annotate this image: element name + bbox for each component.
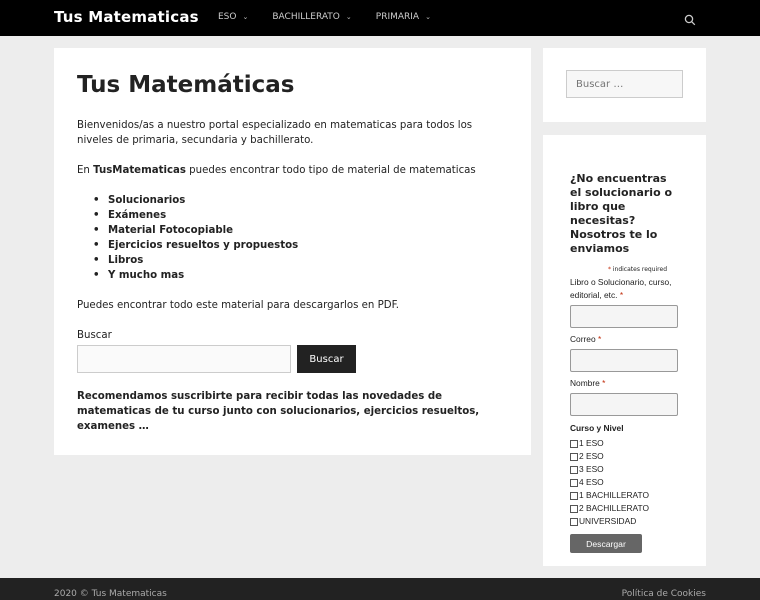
list-item: • Material Fotocopiable: [91, 223, 508, 238]
main-content: [54, 48, 531, 455]
feature-list: [91, 193, 508, 283]
curso-title: Curso y Nivel: [570, 423, 624, 433]
top-navigation-bar: [0, 0, 760, 36]
list-item: • Exámenes: [91, 208, 508, 223]
checkbox[interactable]: [570, 466, 578, 474]
search-input[interactable]: [77, 345, 291, 373]
footer: [0, 578, 760, 600]
footer-copyright: 2020 © Tus Matematicas: [54, 589, 167, 599]
tus-line: [77, 163, 508, 178]
checkbox-label: 1 BACHILLERATO: [579, 490, 649, 500]
tus-brand: TusMatematicas: [93, 165, 186, 176]
checkbox[interactable]: [570, 440, 578, 448]
required-star: *: [619, 290, 624, 300]
tus-suffix: puedes encontrar todo tipo de material de matematicas: [189, 165, 476, 176]
page-title: Tus Matemáticas: [77, 72, 295, 98]
nav-item-label: PRIMARIA: [375, 12, 420, 22]
site-title[interactable]: Tus Matematicas: [54, 8, 199, 26]
cookies-link[interactable]: Política de Cookies: [621, 589, 706, 599]
required-note-text: indicates required: [612, 266, 667, 273]
checkbox-label: UNIVERSIDAD: [579, 516, 637, 526]
checkbox-2-bachillerato[interactable]: [570, 502, 679, 515]
pdf-text: Puedes encontrar todo este material para descargarlos en PDF.: [77, 300, 400, 311]
sidebar-search-input[interactable]: [566, 70, 683, 98]
checkbox-label: 2 ESO: [579, 451, 604, 461]
nombre-field-label: [570, 377, 679, 390]
search-form: [77, 345, 508, 373]
nav-item-eso[interactable]: [218, 12, 248, 22]
correo-label-text: Correo: [570, 334, 596, 344]
recommend-text: Recomendamos suscribirte para recibir todas las novedades de matematicas de tu curso junto con solucionarios, ejercicios resueltos, examenes …: [77, 391, 480, 432]
required-star: *: [602, 378, 606, 388]
checkbox-1-bachillerato[interactable]: [570, 489, 679, 502]
required-star: *: [607, 266, 611, 273]
required-star: *: [597, 334, 602, 344]
nav-item-bachillerato[interactable]: [272, 12, 351, 22]
search-icon[interactable]: [684, 11, 696, 23]
checkbox-label: 1 ESO: [579, 438, 604, 448]
chevron-down-icon: ⌄: [345, 13, 352, 21]
checkbox[interactable]: [570, 505, 578, 513]
required-note: [570, 266, 667, 273]
search-label: Buscar: [77, 330, 112, 341]
nav-item-label: BACHILLERATO: [272, 12, 340, 22]
subscribe-title: ¿No encuentras el solucionario o libro que necesitas? Nosotros te lo enviamos: [570, 172, 673, 255]
checkbox-label: 4 ESO: [579, 477, 604, 487]
checkbox-1-eso[interactable]: [570, 437, 679, 450]
tus-prefix: En: [77, 165, 90, 176]
libro-input[interactable]: [570, 305, 678, 328]
list-item: • Solucionarios: [91, 193, 508, 208]
checkbox-3-eso[interactable]: [570, 463, 679, 476]
sidebar-search-widget: [543, 48, 706, 122]
nombre-input[interactable]: [570, 393, 678, 416]
nombre-label-text: Nombre: [570, 378, 600, 388]
checkbox[interactable]: [570, 518, 578, 526]
libro-label-text: Libro o Solucionario, curso, editorial, etc.: [570, 277, 672, 300]
list-item: • Y mucho mas: [91, 268, 508, 283]
nav-item-label: ESO: [218, 12, 237, 22]
chevron-down-icon: ⌄: [242, 13, 249, 21]
list-item: • Libros: [91, 253, 508, 268]
list-item: • Ejercicios resueltos y propuestos: [91, 238, 508, 253]
checkbox-universidad[interactable]: [570, 515, 679, 528]
main-nav: [218, 12, 455, 22]
chevron-down-icon: ⌄: [425, 13, 431, 21]
nav-item-primaria[interactable]: [376, 12, 431, 22]
checkbox[interactable]: [570, 479, 578, 487]
checkbox-2-eso[interactable]: [570, 450, 679, 463]
checkbox[interactable]: [570, 492, 578, 500]
libro-field-label: [570, 276, 679, 302]
checkbox-label: 3 ESO: [579, 464, 604, 474]
checkbox-4-eso[interactable]: [570, 476, 679, 489]
checkbox[interactable]: [570, 453, 578, 461]
intro-text: Bienvenidos/as a nuestro portal especializado en matematicas para todos los niveles de primaria, secundaria y bachillerato.: [77, 120, 473, 146]
search-button[interactable]: Buscar: [297, 345, 356, 373]
checkbox-label: 2 BACHILLERATO: [579, 503, 649, 513]
correo-field-label: [570, 333, 679, 346]
email-field[interactable]: [570, 349, 678, 372]
descargar-button[interactable]: Descargar: [570, 534, 642, 553]
subscribe-widget: [543, 135, 706, 566]
